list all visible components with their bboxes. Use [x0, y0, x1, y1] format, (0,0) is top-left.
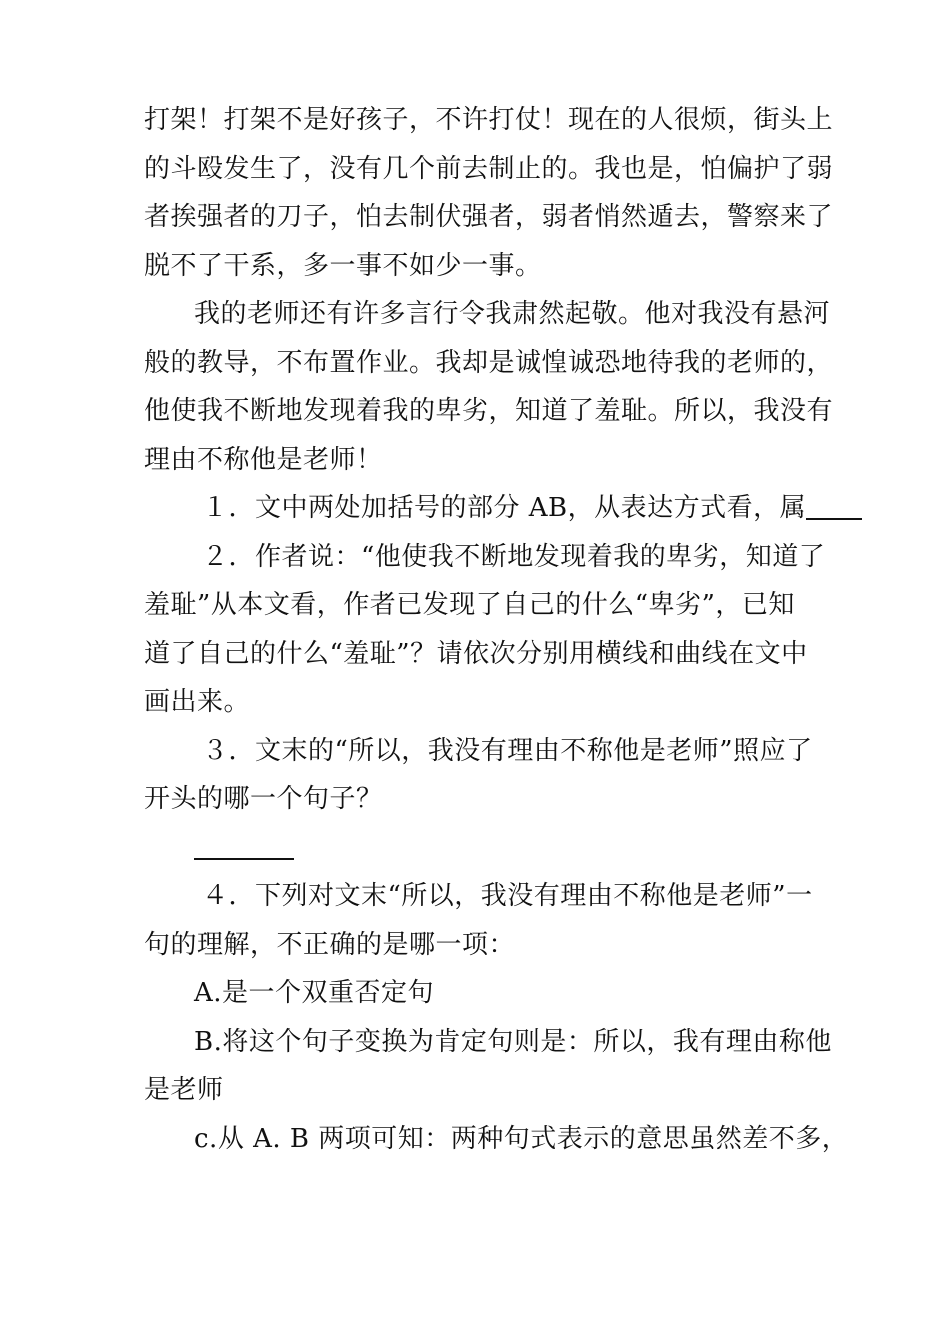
question-1-text: １．文中两处加括号的部分 AB，从表达方式看，属	[202, 493, 807, 523]
option-b-line: B.将这个句子变换为肯定句则是：所以，我有理由称他	[194, 1026, 832, 1057]
option-a: A.是一个双重否定句	[194, 978, 435, 1008]
question-2-line: 道了自己的什么“羞耻”？请依次分别用横线和曲线在文中	[144, 638, 808, 669]
paragraph-2-line: 他使我不断地发现着我的卑劣，知道了羞耻。所以，我没有	[144, 396, 834, 426]
paragraph-2-line: 理由不称他是老师！	[144, 444, 383, 475]
answer-blank-3-row	[144, 824, 808, 873]
option-c: c.从 A. B 两项可知：两种句式表示的意思虽然差不多，	[194, 1123, 849, 1154]
question-3-line: ３．文末的“所以，我没有理由不称他是老师”照应了	[202, 735, 813, 766]
question-4-line: ４．下列对文末“所以，我没有理由不称他是老师”一	[202, 881, 813, 911]
paragraph-1-line: 打架！打架不是好孩子，不许打仗！现在的人很烦，街头上	[144, 105, 834, 135]
paragraph-1-line: 者挨强者的刀子，怕去制伏强者，弱者悄然遁去，警察来了	[144, 202, 834, 232]
answer-blank-1	[806, 488, 862, 520]
paragraph-2-line: 我的老师还有许多言行令我肃然起敬。他对我没有悬河	[194, 299, 831, 329]
paragraph-1-line: 脱不了干系，多一事不如少一事。	[144, 250, 542, 281]
question-2-line: 羞耻”从本文看，作者已发现了自己的什么“卑劣”，已知	[144, 590, 795, 620]
question-1	[144, 484, 808, 533]
option-b-line: 是老师	[144, 1075, 224, 1105]
paragraph-1-line: 的斗殴发生了，没有几个前去制止的。我也是，怕偏护了弱	[144, 153, 834, 184]
question-4-line: 句的理解，不正确的是哪一项：	[144, 929, 516, 960]
question-2-line: ２．作者说：“他使我不断地发现着我的卑劣，知道了	[202, 541, 826, 572]
answer-blank-3	[194, 828, 294, 860]
question-3-line: 开头的哪一个句子？	[144, 784, 383, 814]
paragraph-2-line: 般的教导，不布置作业。我却是诚惶诚恐地待我的老师的，	[144, 347, 834, 378]
question-2-line: 画出来。	[144, 687, 251, 717]
document-text	[144, 96, 849, 1163]
